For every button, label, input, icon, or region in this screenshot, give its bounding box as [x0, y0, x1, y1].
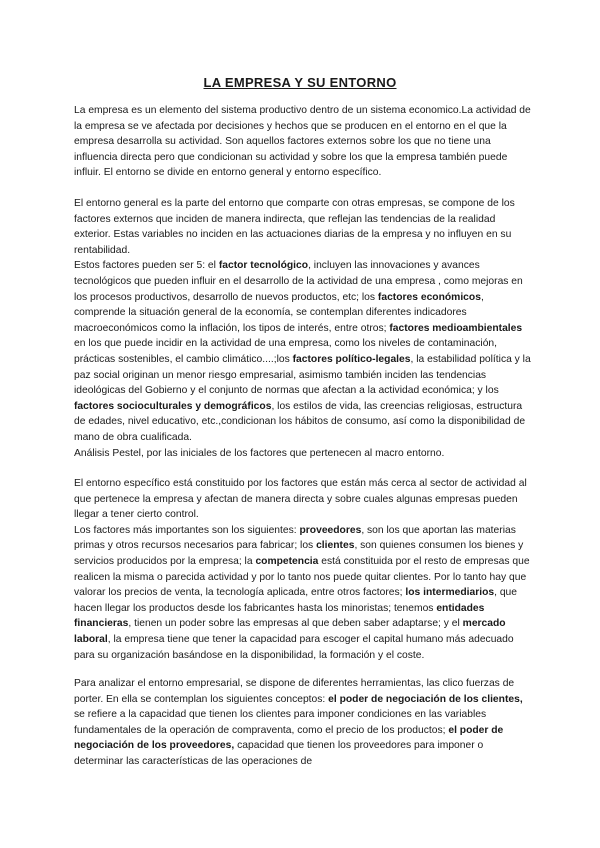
paragraph-text: El entorno específico está constituido por los factores que están más cerca al sector de actividad al que pertenece la empresa y afectan de manera directa y sobre cuales algunas empresas pueden llegar a tener cierto control.: [74, 478, 527, 521]
term-entidades-financieras: entidades financieras: [74, 602, 485, 630]
term-intermediarios: los intermediarios: [405, 587, 495, 599]
term-factor-tecnologico: factor tecnológico: [218, 260, 309, 272]
paragraph-porter: Para analizar el entorno empresarial, se dispone de diferentes herramientas, las clico fuerzas de porter. En ella se contemplan los siguientes conceptos: el poder de negociación de los clientes, se refiere a la capacidad que tienen los clientes para imponer condiciones en las variables fundamentales de la operación de compraventa, como el precio de los productos; el poder de negociación de los proveedores, capacidad que tienen los proveedores para imponer o determinar las características de las operaciones de: [74, 678, 523, 767]
paragraph-intro: [74, 103, 532, 181]
section-porter: [74, 676, 532, 770]
term-factores-medioambientales: factores medioambientales: [389, 322, 523, 334]
section-entorno-especifico: [74, 476, 532, 663]
paragraph-factores-generales: Estos factores pueden ser 5: el factor tecnológico, incluyen las innovaciones y avances tecnológicos que pueden influir en el desarrollo de la actividad de una empresa , como mejoras en los procesos productivos, desarrollo de nuevos productos, etc; los factores económicos, comprende la situación general de la economía, se contemplan diferentes indicadores macroeconómicos como la inflación, los tipos de interés, entre otros; factores medioambientales en los que puede incidir en la actividad de una empresa, como los niveles de contaminación, prácticas sostenibles, el cambio climático....;los factores político-legales, la estabilidad política y la paz social originan un menor riesgo empresarial, asimismo también inciden las tendencias ideológicas del Gobierno y el conjunto de normas que afectan a la actividad económica; y los factores socioculturales y demográficos, los estilos de vida, las creencias religiosas, estructura de edades, nivel educativo, etc.,condicionan los hábitos de consumo, así como la disponibilidad de mano de obra cualificada.: [74, 260, 531, 443]
term-factores-economicos: factores económicos: [377, 291, 481, 303]
term-factores-socioculturales: factores socioculturales y demográficos: [74, 400, 272, 412]
term-clientes: clientes: [316, 540, 355, 552]
term-proveedores: proveedores: [299, 524, 362, 536]
term-competencia: competencia: [255, 555, 319, 567]
paragraph-pestel: Análisis Pestel, por las iniciales de los factores que pertenecen al macro entorno.: [74, 447, 445, 459]
term-factores-politico-legales: factores político-legales: [292, 353, 411, 365]
paragraph-factores-especificos: Los factores más importantes son los siguientes: proveedores, son los que aportan las materias primas y otros recursos necesarios para fabricar; los clientes, son quienes consumen los bienes y servicios producidos por la empresa; la competencia está constituida por el resto de empresas que realicen la misma o parecida actividad y por lo tanto nos puede quitar clientes. Por lo tanto hay que valorar los precios de venta, la tecnología aplicada, entre otros factores; los intermediarios, que hacen llegar los productos desde los fabricantes hasta los minoristas; tenemos entidades financieras, tienen un poder sobre las empresas al que deben saber adaptarse; y el mercado laboral, la empresa tiene que tener la capacidad para escoger el capital humano más adecuado para su organización basándose en la disponibilidad, la formación y el coste.: [74, 524, 530, 661]
term-mercado-laboral: mercado laboral: [74, 618, 506, 645]
term-poder-clientes: el poder de negociación de los clientes,: [328, 693, 523, 705]
page-title: LA EMPRESA Y SU ENTORNO: [203, 75, 397, 90]
term-poder-proveedores: el poder de negociación de los proveedores,: [74, 724, 504, 752]
paragraph-text: La empresa es un elemento del sistema productivo dentro de un sistema economico.La actividad de la empresa se ve afectada por decisiones y hechos que se producen en el entorno en el que la empresa desarrolla su actividad. Son aquellos factores externos sobre los que no tiene una influencia directa pero que condicionan su actividad y sobre los que la empresa también puede influir. El entorno se divide en entorno general y entorno específico.: [74, 105, 531, 179]
paragraph-text: El entorno general es la parte del entorno que comparte con otras empresas, se compone de los factores externos que inciden de manera indirecta, que reflejan las tendencias de la realidad exterior. Estas variables no inciden en las actuaciones diarias de la empresa y no influyen en su rentabilidad.: [74, 198, 515, 256]
section-entorno-general: [74, 196, 532, 461]
